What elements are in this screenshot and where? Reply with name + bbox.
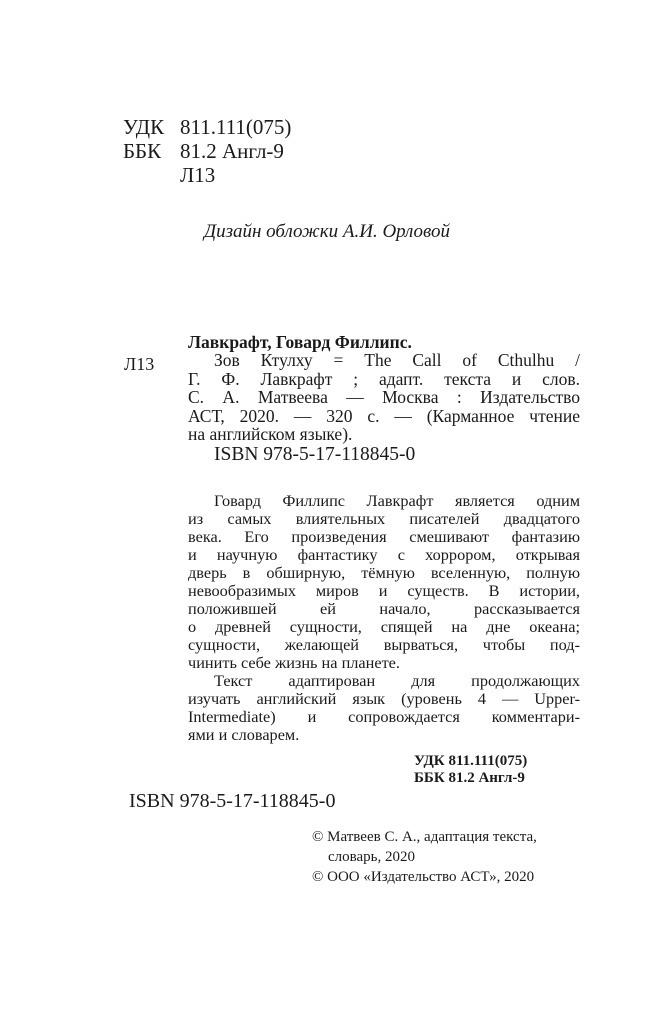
isbn-bottom: ISBN 978-5-17-118845-0: [129, 790, 336, 812]
annotation-line: ями и словарем.: [188, 725, 300, 744]
udk-bold: УДК 811.111(075): [414, 753, 528, 769]
annotation-line: невообразимых миров и существ. В истории,: [188, 581, 580, 600]
annotation: [188, 492, 580, 744]
author-mark: Л13: [180, 163, 216, 187]
annotation-line: из самых влиятельных писателей двадцатого: [188, 509, 580, 528]
annotation-line: Intermediate) и сопровождается комментари-: [188, 707, 580, 726]
bbk-value: 81.2 Англ-9: [180, 139, 284, 163]
annotation-line: чинить себе жизнь на планете.: [188, 653, 400, 672]
annotation-line: сущности, желающей вырваться, чтобы под-: [188, 635, 580, 654]
annotation-line: Текст адаптирован для продолжающих: [214, 671, 580, 690]
annotation-line: Говард Филлипс Лавкрафт является одним: [214, 491, 580, 510]
bib-line: АСТ, 2020. — 320 с. — (Карманное чтение: [188, 405, 580, 426]
udk-label: УДК: [123, 115, 165, 139]
annotation-line: и научную фантастику с хоррором, открывая: [188, 545, 580, 564]
bbk-label: ББК: [123, 139, 162, 163]
copyright-publisher: © ООО «Издательство АСТ», 2020: [312, 869, 535, 885]
bibliographic-record: [188, 333, 580, 467]
bib-isbn: ISBN 978-5-17-118845-0: [214, 444, 416, 466]
annotation-line: века. Его произведения смешивают фантазию: [188, 527, 580, 546]
annotation-line: изучать английский язык (уровень 4 — Upper-: [188, 689, 580, 708]
bbk-bold: ББК 81.2 Англ-9: [414, 770, 525, 786]
cover-design-credit: Дизайн обложки А.И. Орловой: [204, 221, 450, 242]
udk-value: 811.111(075): [180, 115, 292, 139]
bib-author-mark: Л13: [124, 354, 155, 374]
annotation-line: о древней сущности, спящей на дне океана;: [188, 617, 580, 636]
annotation-line: положившей ей начало, рассказывается: [188, 599, 580, 618]
bib-line: Г. Ф. Лавкрафт ; адапт. текста и слов.: [188, 368, 580, 389]
bib-line: Зов Ктулху = The Call of Cthulhu /: [214, 350, 580, 371]
bib-line: С. А. Матвеева — Москва : Издательство: [188, 387, 580, 408]
annotation-line: дверь в обширную, тёмную вселенную, полную: [188, 563, 580, 582]
bib-author: Лавкрафт, Говард Филлипс.: [188, 332, 412, 352]
copyright-adapter: © Матвеев С. А., адаптация текста,: [312, 829, 537, 845]
bib-line: на английском языке).: [188, 423, 353, 444]
copyright-adapter-cont: словарь, 2020: [328, 849, 416, 865]
